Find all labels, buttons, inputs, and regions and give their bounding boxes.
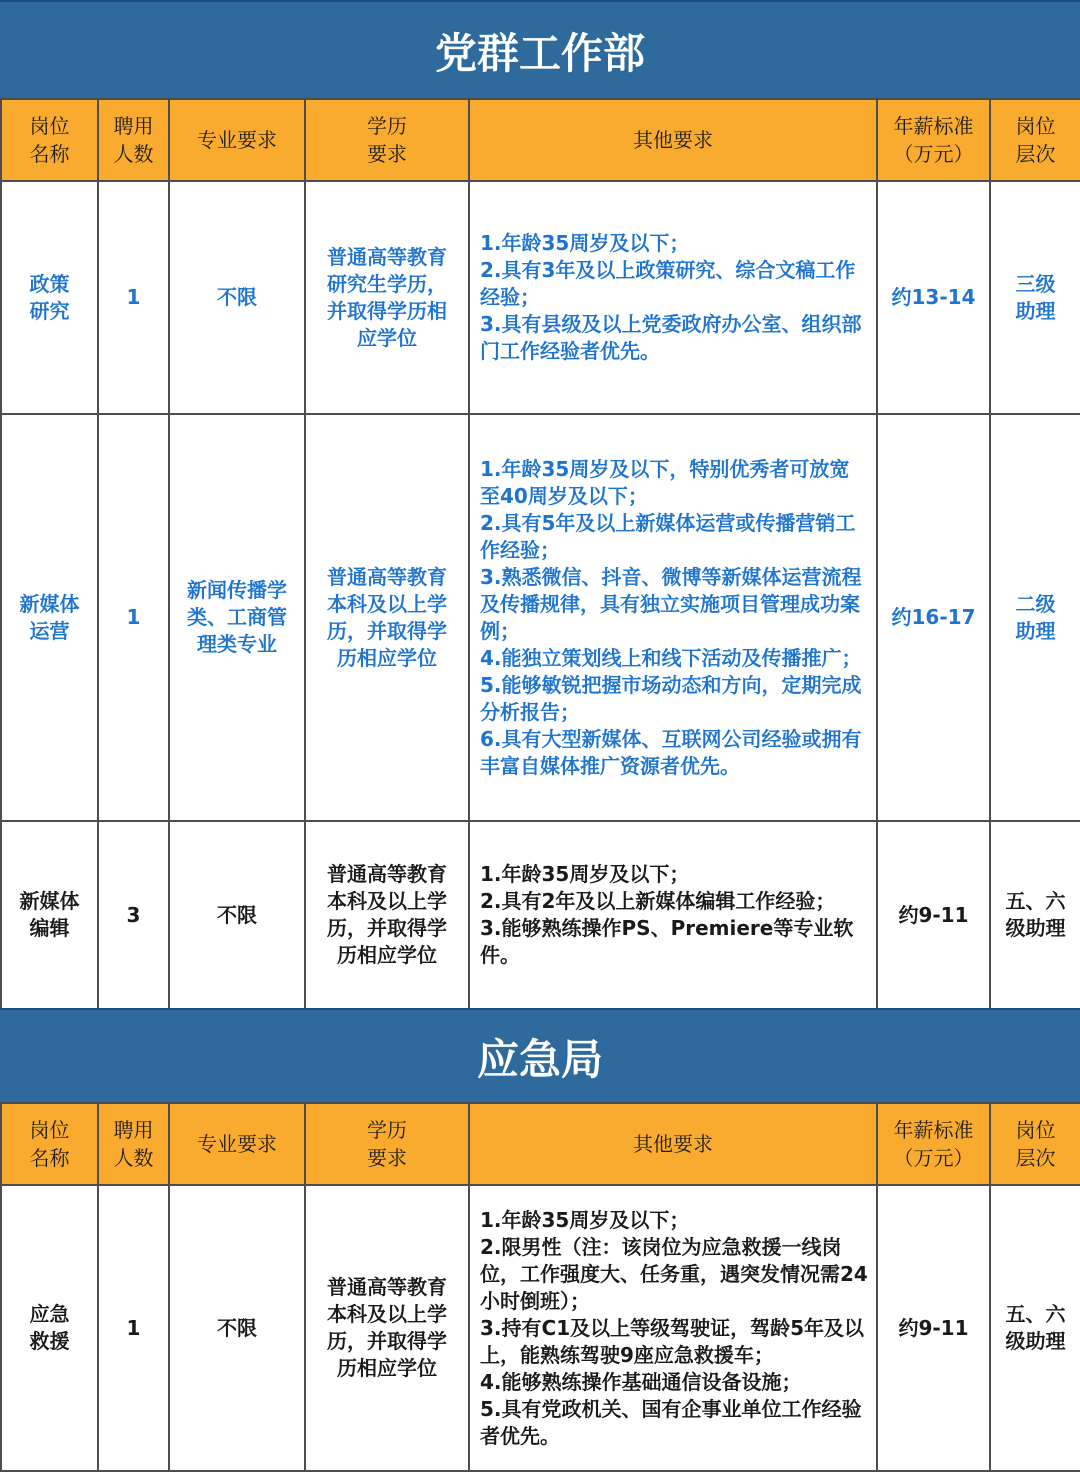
header-salary: 年薪标准 （万元） <box>877 99 990 181</box>
requirement-item: 4.能够熟练操作基础通信设备设施； <box>480 1369 802 1394</box>
position-level: 五、六 级助理 <box>990 821 1080 1009</box>
salary-range: 约16-17 <box>877 414 990 821</box>
requirement-item: 1.年龄35周岁及以下； <box>480 231 690 255</box>
header-level: 岗位 层次 <box>990 99 1080 181</box>
table-row <box>1 181 1080 414</box>
header-requirements: 其他要求 <box>469 1103 877 1185</box>
other-requirements <box>469 414 877 821</box>
education-requirement: 普通高等教育 本科及以上学 历，并取得学 历相应学位 <box>305 821 469 1009</box>
header-major: 专业要求 <box>169 1103 305 1185</box>
education-requirement: 普通高等教育 本科及以上学 历，并取得学 历相应学位 <box>305 1185 469 1471</box>
table-row <box>1 821 1080 1009</box>
header-major: 专业要求 <box>169 99 305 181</box>
salary-range: 约9-11 <box>877 1185 990 1471</box>
header-education: 学历 要求 <box>305 1103 469 1185</box>
education-requirement: 普通高等教育 研究生学历， 并取得学历相 应学位 <box>305 181 469 414</box>
positions-table <box>0 98 1080 1010</box>
requirement-item: 4.能独立策划线上和线下活动及传播推广； <box>480 645 862 670</box>
salary-range: 约9-11 <box>877 821 990 1009</box>
requirement-item: 2.具有2年及以上新媒体编辑工作经验； <box>480 889 836 913</box>
requirement-item: 5.能够敏锐把握市场动态和方向，定期完成分析报告； <box>480 672 862 724</box>
header-name: 岗位 名称 <box>1 99 98 181</box>
other-requirements <box>469 1185 877 1471</box>
header-education: 学历 要求 <box>305 99 469 181</box>
table-row <box>1 1185 1080 1471</box>
hire-count: 1 <box>98 414 169 821</box>
requirement-item: 1.年龄35周岁及以下； <box>480 862 690 886</box>
position-level: 三级 助理 <box>990 181 1080 414</box>
major-requirement: 不限 <box>169 821 305 1009</box>
hire-count: 1 <box>98 181 169 414</box>
requirement-item: 2.具有5年及以上新媒体运营或传播营销工作经验； <box>480 510 856 562</box>
requirement-item: 3.持有C1及以上等级驾驶证，驾龄5年及以上，能熟练驾驶9座应急救援车； <box>480 1315 865 1367</box>
table-row <box>1 414 1080 821</box>
requirement-item: 6.具有大型新媒体、互联网公司经验或拥有丰富自媒体推广资源者优先。 <box>480 726 862 778</box>
position-level: 五、六 级助理 <box>990 1185 1080 1471</box>
hire-count: 3 <box>98 821 169 1009</box>
section-title: 应急局 <box>0 1008 1080 1104</box>
requirement-item: 2.具有3年及以上政策研究、综合文稿工作经验； <box>480 258 856 309</box>
position-level: 二级 助理 <box>990 414 1080 821</box>
requirement-item: 5.具有党政机关、国有企事业单位工作经验者优先。 <box>480 1396 862 1448</box>
position-name: 应急 救援 <box>1 1185 98 1471</box>
requirement-item: 2.限男性（注：该岗位为应急救援一线岗位，工作强度大、任务重，遇突发情况需24小时倒班）； <box>480 1234 868 1313</box>
positions-table <box>0 1102 1080 1472</box>
requirement-item: 3.能够熟练操作PS、Premiere等专业软件。 <box>480 916 854 967</box>
position-name: 新媒体 运营 <box>1 414 98 821</box>
hire-count: 1 <box>98 1185 169 1471</box>
header-count: 聘用 人数 <box>98 1103 169 1185</box>
header-salary: 年薪标准 （万元） <box>877 1103 990 1185</box>
major-requirement: 不限 <box>169 181 305 414</box>
requirement-item: 1.年龄35周岁及以下； <box>480 1207 690 1232</box>
salary-range: 约13-14 <box>877 181 990 414</box>
table-header-row <box>1 1103 1080 1185</box>
requirement-item: 3.具有县级及以上党委政府办公室、组织部门工作经验者优先。 <box>480 312 862 363</box>
major-requirement: 新闻传播学 类、工商管 理类专业 <box>169 414 305 821</box>
requirement-item: 3.熟悉微信、抖音、微博等新媒体运营流程及传播规律，具有独立实施项目管理成功案例； <box>480 564 862 643</box>
position-name: 新媒体 编辑 <box>1 821 98 1009</box>
header-requirements: 其他要求 <box>469 99 877 181</box>
header-level: 岗位 层次 <box>990 1103 1080 1185</box>
header-name: 岗位 名称 <box>1 1103 98 1185</box>
education-requirement: 普通高等教育 本科及以上学 历，并取得学 历相应学位 <box>305 414 469 821</box>
position-name: 政策 研究 <box>1 181 98 414</box>
major-requirement: 不限 <box>169 1185 305 1471</box>
other-requirements <box>469 821 877 1009</box>
other-requirements <box>469 181 877 414</box>
header-count: 聘用 人数 <box>98 99 169 181</box>
table-header-row <box>1 99 1080 181</box>
requirement-item: 1.年龄35周岁及以下，特别优秀者可放宽至40周岁及以下； <box>480 456 850 508</box>
section-title: 党群工作部 <box>0 0 1080 100</box>
